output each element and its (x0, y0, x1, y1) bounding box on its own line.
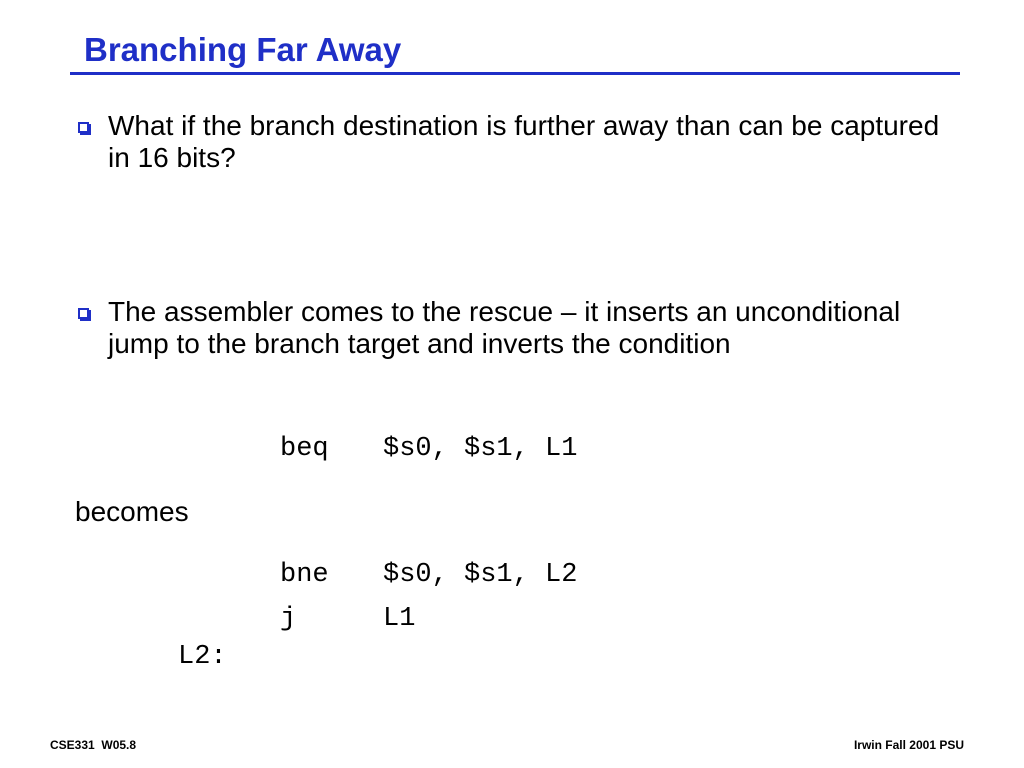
code-op-bne: bne (280, 560, 329, 590)
title-underline (70, 72, 960, 75)
bullet-item-2 (78, 296, 958, 360)
bullet-item-1 (78, 110, 958, 174)
footer-left: CSE331 W05.8 (50, 738, 137, 752)
footer-right: Irwin Fall 2001 PSU (853, 738, 964, 752)
code-args-j: L1 (383, 604, 416, 634)
square-bullet-icon (78, 122, 89, 133)
code-op-beq: beq (280, 434, 329, 464)
code-args-beq: $s0, $s1, L1 (383, 434, 578, 464)
bullet-text: The assembler comes to the rescue – it inserts an unconditional jump to the branch target and inverts the condition (108, 296, 901, 359)
code-args-bne: $s0, $s1, L2 (383, 560, 578, 590)
bullet-text: What if the branch destination is further away than can be captured in 16 bits? (108, 110, 940, 173)
code-op-j: j (280, 604, 297, 634)
square-bullet-icon (78, 308, 89, 319)
becomes-label: becomes (75, 496, 189, 527)
code-label-l2: L2: (178, 642, 227, 672)
slide-title: Branching Far Away (84, 31, 402, 68)
